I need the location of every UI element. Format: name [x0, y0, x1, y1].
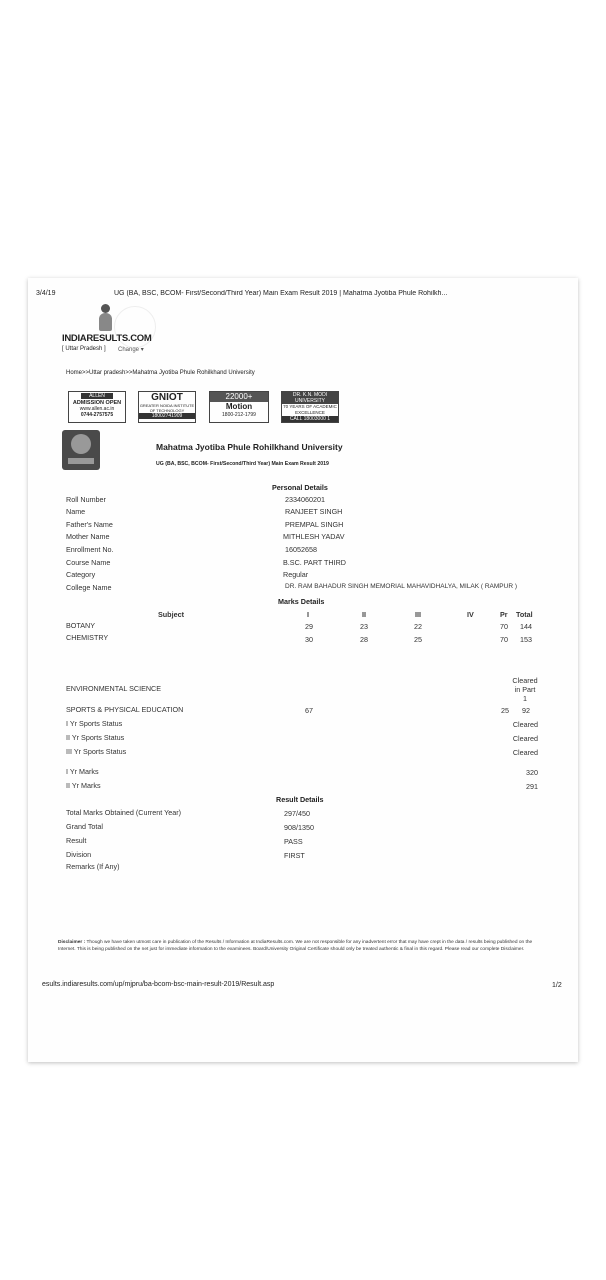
- sports-total: 92: [522, 706, 530, 715]
- botany-iii: 22: [414, 622, 422, 631]
- label-i-yr-sports: I Yr Sports Status: [66, 719, 123, 728]
- botany-i: 29: [305, 622, 313, 631]
- ad-kn-modi[interactable]: DR. K.N. MODI UNIVERSITY 70 YEARS OF ACADEMIC EXCELLENCE CALL 18003000 1: [281, 391, 339, 423]
- botany-pr: 70: [500, 622, 508, 631]
- label-i-yr-marks: I Yr Marks: [66, 767, 99, 776]
- print-date: 3/4/19: [36, 290, 56, 297]
- value-name: RANJEET SINGH: [285, 507, 343, 516]
- value-enrollment: 16052658: [285, 545, 317, 554]
- label-enrollment: Enrollment No.: [66, 545, 114, 554]
- value-college: DR. RAM BAHADUR SINGH MEMORIAL MAHAVIDHALYA, MILAK ( RAMPUR ): [285, 583, 517, 590]
- label-category: Category: [66, 570, 96, 579]
- col-iii: III: [415, 610, 421, 619]
- value-result: PASS: [284, 837, 303, 846]
- chevron-down-icon: ▾: [140, 347, 144, 353]
- label-name: Name: [66, 507, 86, 516]
- value-division: FIRST: [284, 851, 305, 860]
- result-details-heading: Result Details: [276, 795, 324, 804]
- chemistry-i: 30: [305, 635, 313, 644]
- printed-page: [28, 278, 578, 1062]
- marks-details-heading: Marks Details: [278, 597, 325, 606]
- label-total-marks: Total Marks Obtained (Current Year): [66, 808, 182, 817]
- subject-sports: SPORTS & PHYSICAL EDUCATION: [66, 705, 184, 714]
- change-state-link[interactable]: Change ▾: [118, 347, 144, 353]
- chemistry-iii: 25: [414, 635, 422, 644]
- sports-i: 67: [305, 706, 313, 715]
- university-name: Mahatma Jyotiba Phule Rohilkhand University: [156, 442, 343, 452]
- col-i: I: [307, 610, 309, 619]
- label-mother-name: Mother Name: [66, 532, 110, 541]
- label-remarks: Remarks (If Any): [66, 862, 120, 871]
- label-course: Course Name: [66, 558, 111, 567]
- page-number: 1/2: [552, 982, 562, 989]
- chemistry-total: 153: [520, 635, 532, 644]
- disclaimer: Disclaimer : Though we have taken utmost care in publication of the Results / Information at IndiaResults.com. We are not responsible for any inadvertent error that may have crept in the data / results being published on the Internet. This is being published on the net just for immediate information to the examinees. Board/University Original Certificate should only be treated authentic & final in this regard. Please read our complete Disclaimer.: [58, 940, 533, 952]
- print-title: UG (BA, BSC, BCOM- First/Second/Third Year) Main Exam Result 2019 | Mahatma Jyotiba Phule Rohilkh...: [114, 290, 448, 297]
- ad-allen[interactable]: ALLEN ADMISSION OPEN www.allen.ac.in 0744-2757575: [68, 391, 126, 423]
- label-roll-number: Roll Number: [66, 495, 106, 504]
- chemistry-ii: 28: [360, 635, 368, 644]
- value-roll-number: 2334060201: [285, 495, 325, 504]
- col-subject: Subject: [158, 610, 184, 619]
- logo-figure-icon: [96, 304, 114, 334]
- value-course: B.SC. PART THIRD: [283, 558, 346, 567]
- ad-gniot[interactable]: GNIOT GREATER NOIDA INSTITUTE OF TECHNOLOGY 18002741909: [138, 391, 196, 423]
- label-iii-yr-sports: III Yr Sports Status: [66, 747, 127, 756]
- subject-evs: ENVIRONMENTAL SCIENCE: [66, 684, 162, 693]
- value-father-name: PREMPAL SINGH: [285, 520, 344, 529]
- label-ii-yr-marks: II Yr Marks: [66, 781, 101, 790]
- university-emblem-icon: [62, 430, 100, 470]
- label-ii-yr-sports: II Yr Sports Status: [66, 733, 125, 742]
- col-pr: Pr: [500, 610, 508, 619]
- value-mother-name: MITHLESH YADAV: [283, 532, 345, 541]
- print-url: esults.indiaresults.com/up/mjpru/ba-bcom-bsc-main-result-2019/Result.asp: [42, 981, 275, 988]
- subject-chemistry: CHEMISTRY: [66, 633, 109, 642]
- ad-motion[interactable]: 22000+ Motion 1800-212-1799: [209, 391, 269, 423]
- evs-status: Cleared in Part 1: [512, 676, 538, 703]
- state-label: [ Uttar Pradesh ]: [62, 346, 106, 352]
- col-ii: II: [362, 610, 366, 619]
- value-iii-yr-sports: Cleared: [512, 748, 538, 757]
- exam-title: UG (BA, BSC, BCOM- First/Second/Third Year) Main Exam Result 2019: [156, 461, 329, 467]
- value-total-marks: 297/450: [284, 809, 310, 818]
- value-ii-yr-sports: Cleared: [512, 734, 538, 743]
- label-college: College Name: [66, 583, 112, 592]
- sports-pr: 25: [501, 706, 509, 715]
- botany-total: 144: [520, 622, 532, 631]
- label-father-name: Father's Name: [66, 520, 113, 529]
- value-i-yr-sports: Cleared: [512, 720, 538, 729]
- col-total: Total: [516, 610, 533, 619]
- value-i-yr-marks: 320: [526, 768, 538, 777]
- value-category: Regular: [283, 570, 309, 579]
- breadcrumb[interactable]: Home>>Uttar pradesh>>Mahatma Jyotiba Phule Rohilkhand University: [66, 370, 255, 376]
- label-grand-total: Grand Total: [66, 822, 104, 831]
- col-iv: IV: [467, 610, 474, 619]
- label-result: Result: [66, 836, 87, 845]
- personal-details-heading: Personal Details: [272, 483, 328, 492]
- botany-ii: 23: [360, 622, 368, 631]
- label-division: Division: [66, 850, 92, 859]
- value-grand-total: 908/1350: [284, 823, 314, 832]
- site-logo[interactable]: INDIARESULTS.COM: [62, 333, 152, 344]
- chemistry-pr: 70: [500, 635, 508, 644]
- subject-botany: BOTANY: [66, 621, 96, 630]
- value-ii-yr-marks: 291: [526, 782, 538, 791]
